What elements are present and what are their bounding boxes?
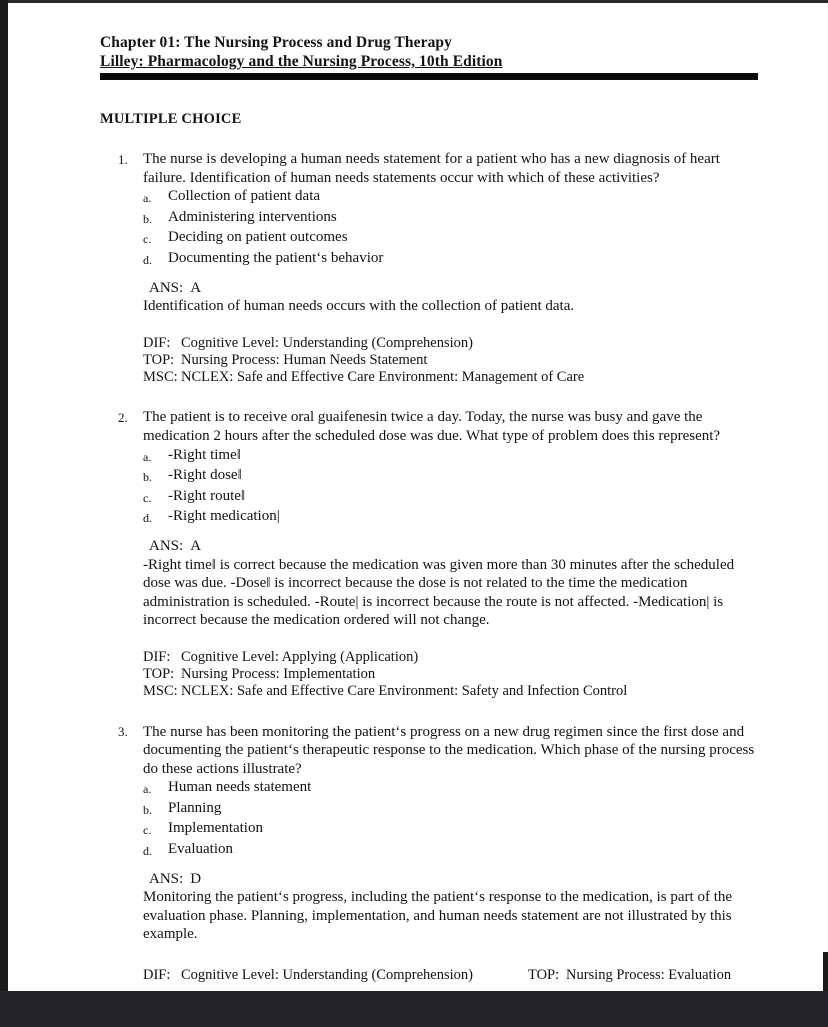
option-d [143,507,756,528]
option-b [143,799,756,820]
option-a [143,778,756,799]
option-letter: d. [143,252,152,267]
top-text: Nursing Process: Evaluation [565,967,732,984]
option-text: Administering interventions [168,208,337,225]
dif-label: DIF: [143,967,171,984]
answer-line [143,279,756,298]
option-letter: a. [143,782,152,797]
chapter-title: Chapter 01: The Nursing Process and Drug Therapy [100,34,453,51]
option-letter: b. [143,211,152,226]
question-meta [143,335,756,387]
question-meta [143,649,756,701]
option-letter: d. [143,511,152,526]
option-b [143,208,756,229]
meta-dif [143,335,756,352]
screen-left-edge [0,0,8,1027]
question-stem: The nurse is developing a human needs statement for a patient who has a new diagnosis of heart failure. Identification of human needs statements occur with which of these activities? [143,151,720,186]
answer-rationale: Identification of human needs occurs with the collection of patient data. [143,298,575,315]
option-text: Evaluation [168,841,233,858]
msc-text: NCLEX: Safe and Effective Care Environment: Management of Care [181,369,585,386]
question-number: 3. [118,724,128,739]
option-b [143,466,756,487]
dif-text: Cognitive Level: Understanding (Comprehension) [181,334,473,351]
option-letter: a. [143,449,152,464]
answer-label: ANS: [149,870,184,887]
header-divider-rule [100,73,758,80]
top-text: Nursing Process: Human Needs Statement [181,351,428,368]
option-text: Planning [168,799,222,816]
meta-dif [143,966,473,985]
option-text: -Right dose‖ [168,467,242,484]
meta-top [528,966,731,985]
answer-value: A [190,279,202,296]
options-list [143,778,756,860]
msc-label: MSC: [143,683,178,700]
option-text: Human needs statement [168,779,312,796]
option-text: Implementation [168,820,263,837]
options-list [143,446,756,528]
question-meta [143,966,756,985]
dif-text: Cognitive Level: Applying (Application) [181,648,419,665]
meta-dif [143,649,756,666]
answer-block [143,279,756,316]
question-stem: The nurse has been monitoring the patient‘s progress on a new drug regimen since the first dose and documenting the patient‘s therapeutic response to the medication. Which phase of the nursing process do these actions illustrate? [143,723,755,777]
answer-block [143,537,756,630]
question-number: 1. [118,151,128,167]
option-text: -Right route‖ [168,487,246,504]
options-list [143,187,756,269]
option-a [143,446,756,467]
answer-value: D [190,870,202,887]
answer-rationale: -Right time‖ is correct because the medication was given more than 30 minutes after the scheduled dose was due. -Dose‖ is incorrect because the dose is not related to the time the medication administration is scheduled. -Route| is incorrect because the route is not affected. -Medication| is incorrect because the medication ordered will not change. [143,556,735,629]
question-3 [100,723,758,985]
question-2 [100,408,758,700]
option-letter: b. [143,470,152,485]
option-text: -Right time‖ [168,446,241,463]
option-letter: b. [143,802,152,817]
top-label: TOP: [527,967,560,984]
option-c [143,228,756,249]
option-a [143,187,756,208]
option-c [143,487,756,508]
option-letter: d. [143,844,152,859]
dif-label: DIF: [143,334,171,351]
meta-msc [143,683,756,700]
question-number: 2. [118,409,128,425]
dif-label: DIF: [143,648,171,665]
option-text: Collection of patient data [168,188,321,205]
option-letter: c. [143,490,152,505]
book-title: Lilley: Pharmacology and the Nursing Process, 10th Edition [100,53,503,70]
option-text: -Right medication| [168,508,280,525]
document-page [100,33,758,985]
option-letter: c. [143,232,152,247]
screen-bottom-bar [0,991,828,1027]
option-text: Deciding on patient outcomes [168,229,348,246]
answer-label: ANS: [149,537,184,554]
answer-label: ANS: [149,279,184,296]
option-c [143,819,756,840]
meta-msc [143,369,756,386]
option-d [143,249,756,270]
msc-text: NCLEX: Safe and Effective Care Environment: Safety and Infection Control [181,683,628,700]
top-label: TOP: [143,351,175,368]
top-label: TOP: [143,666,175,683]
answer-rationale: Monitoring the patient‘s progress, including the patient‘s response to the medication, is part of the evaluation phase. Planning, implementation, and human needs statement are not illustrated by this example. [143,889,733,943]
answer-line [143,870,756,889]
option-text: Documenting the patient‘s behavior [168,249,384,266]
screen-top-edge [0,0,828,3]
dif-text: Cognitive Level: Understanding (Comprehension) [181,967,473,984]
msc-label: MSC: [143,369,178,386]
answer-line [143,537,756,556]
answer-value: A [190,537,202,554]
top-text: Nursing Process: Implementation [181,666,376,683]
section-title: MULTIPLE CHOICE [100,111,242,127]
answer-block [143,870,756,944]
question-stem: The patient is to receive oral guaifenesin twice a day. Today, the nurse was busy and gave the medication 2 hours after the scheduled dose was due. What type of problem does this represent? [143,409,721,444]
option-d [143,840,756,861]
option-letter: c. [143,823,152,838]
meta-top [143,666,756,683]
question-1 [100,150,758,386]
option-letter: a. [143,191,152,206]
meta-top [143,352,756,369]
